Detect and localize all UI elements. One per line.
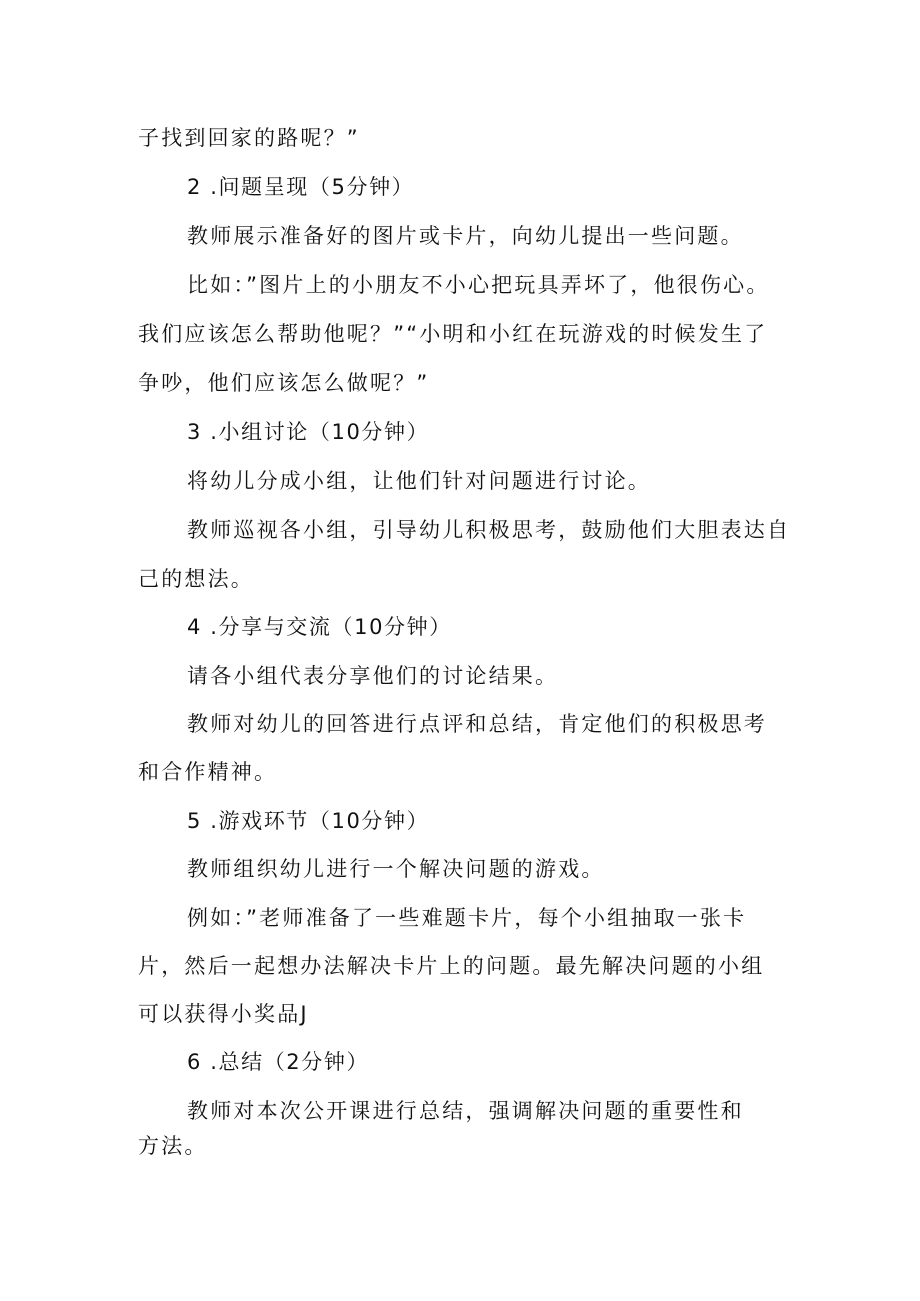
text-line: 例如：”老师准备了一些难题卡片，每个小组抽取一张卡 [187,906,747,930]
section-heading-6: 6 .总结（2分钟） [187,1050,370,1074]
text-line: 教师展示准备好的图片或卡片，向幼儿提出一些问题。 [187,224,744,248]
text-line: 己的想法。 [138,567,254,591]
text-line: 教师对本次公开课进行总结，强调解决问题的重要性和 [187,1099,744,1123]
section-heading-4: 4 .分享与交流（10分钟） [187,615,452,639]
text-line: 争吵，他们应该怎么做呢？” [138,371,430,395]
text-line: 可以获得小奖品J [138,1002,309,1026]
text-line: 请各小组代表分享他们的讨论结果。 [187,664,559,688]
text-line: 方法。 [138,1134,208,1158]
text-line: 教师对幼儿的回答进行点评和总结，肯定他们的积极思考 [187,712,767,736]
text-line: 我们应该怎么帮助他呢？”“小明和小红在玩游戏的时候发生了 [138,322,768,346]
text-line: 将幼儿分成小组，让他们针对问题进行讨论。 [187,469,651,493]
section-heading-2: 2 .问题呈现（5分钟） [187,175,415,199]
text-line: 教师组织幼儿进行一个解决问题的游戏。 [187,857,605,881]
text-line: 和合作精神。 [138,760,278,784]
section-heading-3: 3 .小组讨论（10分钟） [187,420,430,444]
text-line: 片，然后一起想办法解决卡片上的问题。最先解决问题的小组 [138,954,765,978]
text-line: 教师巡视各小组，引导幼儿积极思考，鼓励他们大胆表达自 [187,518,791,542]
text-line: 子找到回家的路呢？” [138,126,360,150]
text-line: 比如：”图片上的小朋友不小心把玩具弄坏了，他很伤心。 [187,273,770,297]
section-heading-5: 5 .游戏环节（10分钟） [187,809,430,833]
